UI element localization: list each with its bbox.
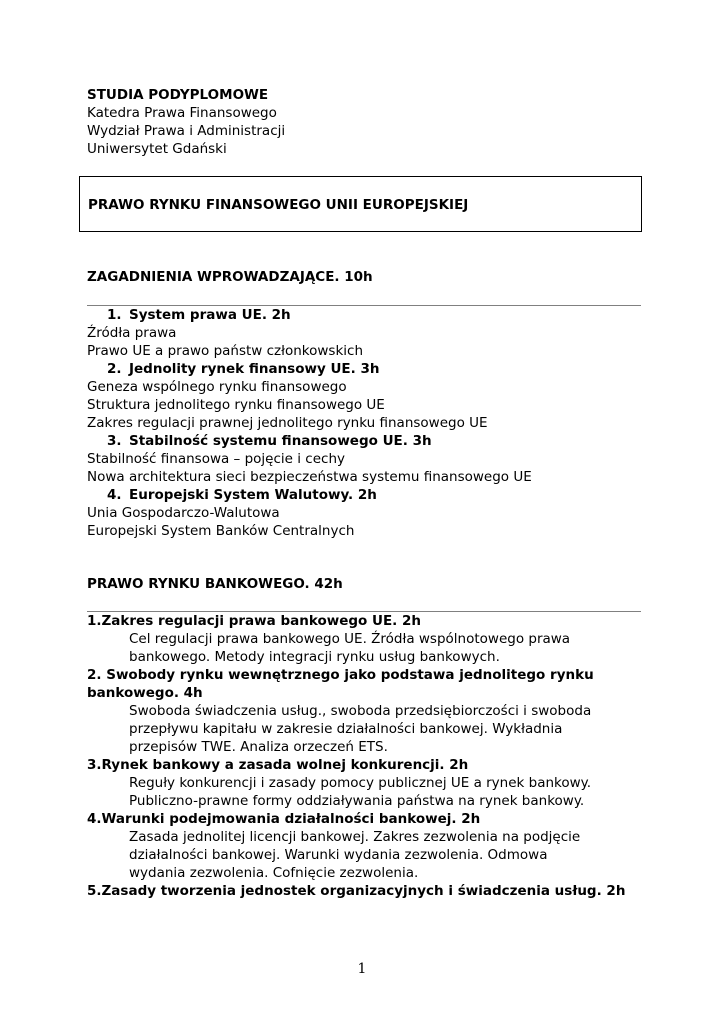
topic-title: Jednolity rynek finansowy UE. 3h <box>129 361 380 377</box>
topic-number: 2. <box>107 361 122 377</box>
topic-title: Stabilność systemu finansowego UE. 3h <box>129 433 432 449</box>
topic-heading: 5.Zasady tworzenia jednostek organizacyjnych i świadczenia usług. 2h <box>87 883 626 899</box>
topic-heading: 2. Swobody rynku wewnętrznego jako podstawa jednolitego rynku <box>87 667 594 683</box>
topic-line: działalności bankowej. Warunki wydania zezwolenia. Odmowa <box>129 847 548 863</box>
topic-line: Cel regulacji prawa bankowego UE. Źródła wspólnotowego prawa <box>129 631 571 647</box>
topic-heading: bankowego. 4h <box>87 685 203 701</box>
topic-number: 4. <box>107 487 122 503</box>
program-name: STUDIA PODYPLOMOWE <box>87 87 269 103</box>
topic-heading: 3.Rynek bankowy a zasada wolnej konkurencji. 2h <box>87 757 469 773</box>
document-header <box>87 86 642 158</box>
topic-line: przepisów TWE. Analiza orzeczeń ETS. <box>129 739 388 755</box>
page-number: 1 <box>357 961 367 977</box>
topic-line: Prawo UE a prawo państw członkowskich <box>87 343 364 359</box>
section-title-introductory: ZAGADNIENIA WPROWADZAJĄCE. 10h <box>87 269 373 285</box>
topic-line: Reguły konkurencji i zasady pomocy publicznej UE a rynek bankowy. <box>129 775 592 791</box>
topic-title: System prawa UE. 2h <box>129 307 291 323</box>
course-title-box <box>79 176 642 232</box>
topic-line: Geneza wspólnego rynku finansowego <box>87 379 347 395</box>
topic-line: wydania zezwolenia. Cofnięcie zezwolenia. <box>129 865 419 881</box>
topic-heading: 1.Zakres regulacji prawa bankowego UE. 2h <box>87 613 421 629</box>
topic-line: bankowego. Metody integracji rynku usług bankowych. <box>129 649 500 665</box>
topic-line: przepływu kapitału w zakresie działalności bankowej. Wykładnia <box>129 721 563 737</box>
section-title-banking: PRAWO RYNKU BANKOWEGO. 42h <box>87 576 343 592</box>
topic-line: Publiczno-prawne formy oddziaływania państwa na rynek bankowy. <box>129 793 585 809</box>
topic-line: Swoboda świadczenia usług., swoboda przedsiębiorczości i swoboda <box>129 703 592 719</box>
topic-heading <box>87 306 642 324</box>
topic-title: Europejski System Walutowy. 2h <box>129 487 377 503</box>
topic-line: Stabilność finansowa – pojęcie i cechy <box>87 451 345 467</box>
topic-line: Unia Gospodarczo-Walutowa <box>87 505 280 521</box>
topic-line: Źródła prawa <box>87 325 177 341</box>
topic-heading <box>87 360 642 378</box>
topic-line: Zasada jednolitej licencji bankowej. Zakres zezwolenia na podjęcie <box>129 829 581 845</box>
topic-number: 1. <box>107 307 122 323</box>
topic-number: 3. <box>107 433 122 449</box>
faculty-name: Wydział Prawa i Administracji <box>87 123 286 139</box>
topic-heading <box>87 486 642 504</box>
university-name: Uniwersytet Gdański <box>87 141 227 157</box>
section-introductory-content <box>87 306 642 540</box>
topic-line: Nowa architektura sieci bezpieczeństwa systemu finansowego UE <box>87 469 532 485</box>
topic-line: Struktura jednolitego rynku finansowego UE <box>87 397 385 413</box>
topic-line: Europejski System Banków Centralnych <box>87 523 355 539</box>
course-title: PRAWO RYNKU FINANSOWEGO UNII EUROPEJSKIEJ <box>88 197 469 213</box>
topic-line: Zakres regulacji prawnej jednolitego rynku finansowego UE <box>87 415 488 431</box>
topic-heading: 4.Warunki podejmowania działalności bankowej. 2h <box>87 811 481 827</box>
department-name: Katedra Prawa Finansowego <box>87 105 277 121</box>
topic-heading <box>87 432 642 450</box>
section-banking-content <box>87 612 642 900</box>
